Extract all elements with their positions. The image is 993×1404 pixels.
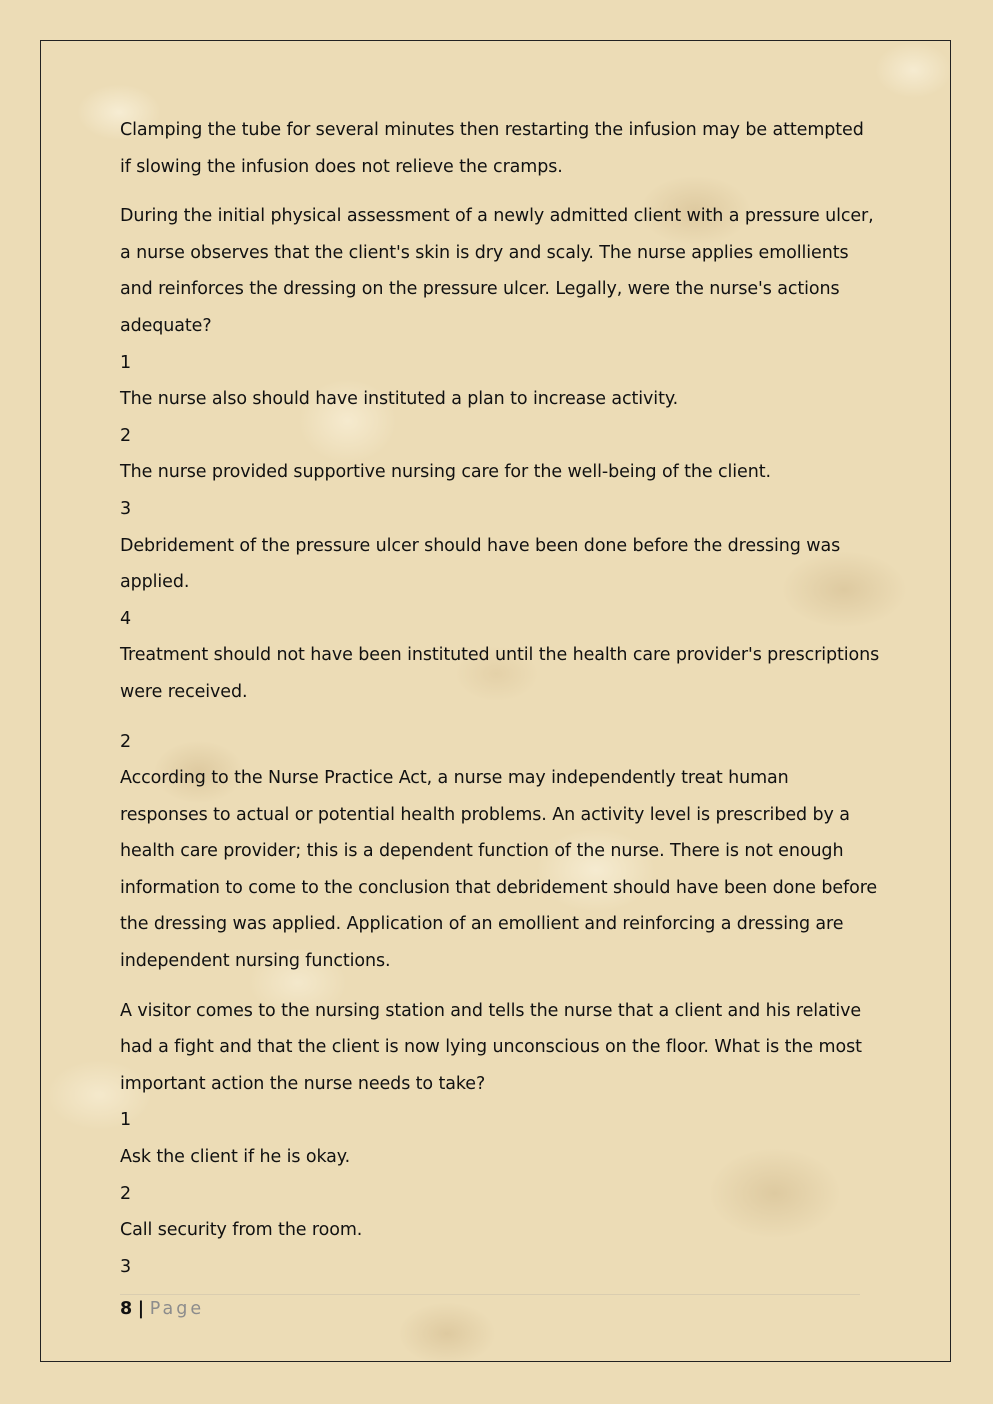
footer-separator: | (137, 1299, 145, 1319)
option-number: 1 (120, 352, 132, 373)
option-text: The nurse also should have instituted a plan to increase activity. (120, 389, 679, 410)
option-number: 4 (120, 608, 132, 629)
question-text: A visitor comes to the nursing station and tells the nurse that a client and his relative had a fight and that the client is now lying unconscious on the floor. What is the most important action the nurse needs to take? (120, 1000, 862, 1094)
document-body (120, 112, 880, 1285)
answer-number: 2 (120, 731, 132, 752)
option-number: 2 (120, 425, 132, 446)
page-number: 8 (120, 1299, 133, 1319)
option-number: 2 (120, 1183, 132, 1204)
page-footer (120, 1294, 860, 1323)
question-text: During the initial physical assessment of a newly admitted client with a pressure ulcer, a nurse observes that the client's skin is dry and scaly. The nurse applies emollients and reinforces the dressing on the pressure ulcer. Legally, were the nurse's actions adequate? (120, 206, 874, 336)
option-number: 1 (120, 1110, 132, 1131)
option-text: Ask the client if he is okay. (120, 1147, 351, 1168)
option-text: Call security from the room. (120, 1220, 363, 1241)
option-text: Debridement of the pressure ulcer should have been done before the dressing was applied. (120, 535, 841, 593)
page-label: Page (149, 1299, 205, 1319)
answer-explanation: According to the Nurse Practice Act, a nurse may independently treat human responses to actual or potential health problems. An activity level is prescribed by a health care provider; this is a dependent function of the nurse. There is not enough information to come to the conclusion that debridement should have been done before the dressing was applied. Application of an emollient and reinforcing a dressing are independent nursing functions. (120, 768, 878, 972)
paragraph-explanation-continued: Clamping the tube for several minutes then restarting the infusion may be attempted if slowing the infusion does not relieve the cramps. (120, 120, 864, 177)
option-text: Treatment should not have been instituted until the health care provider's prescriptions were received. (120, 645, 880, 702)
option-text: The nurse provided supportive nursing care for the well-being of the client. (120, 462, 771, 483)
option-number: 3 (120, 1256, 132, 1277)
option-number: 3 (120, 498, 132, 519)
